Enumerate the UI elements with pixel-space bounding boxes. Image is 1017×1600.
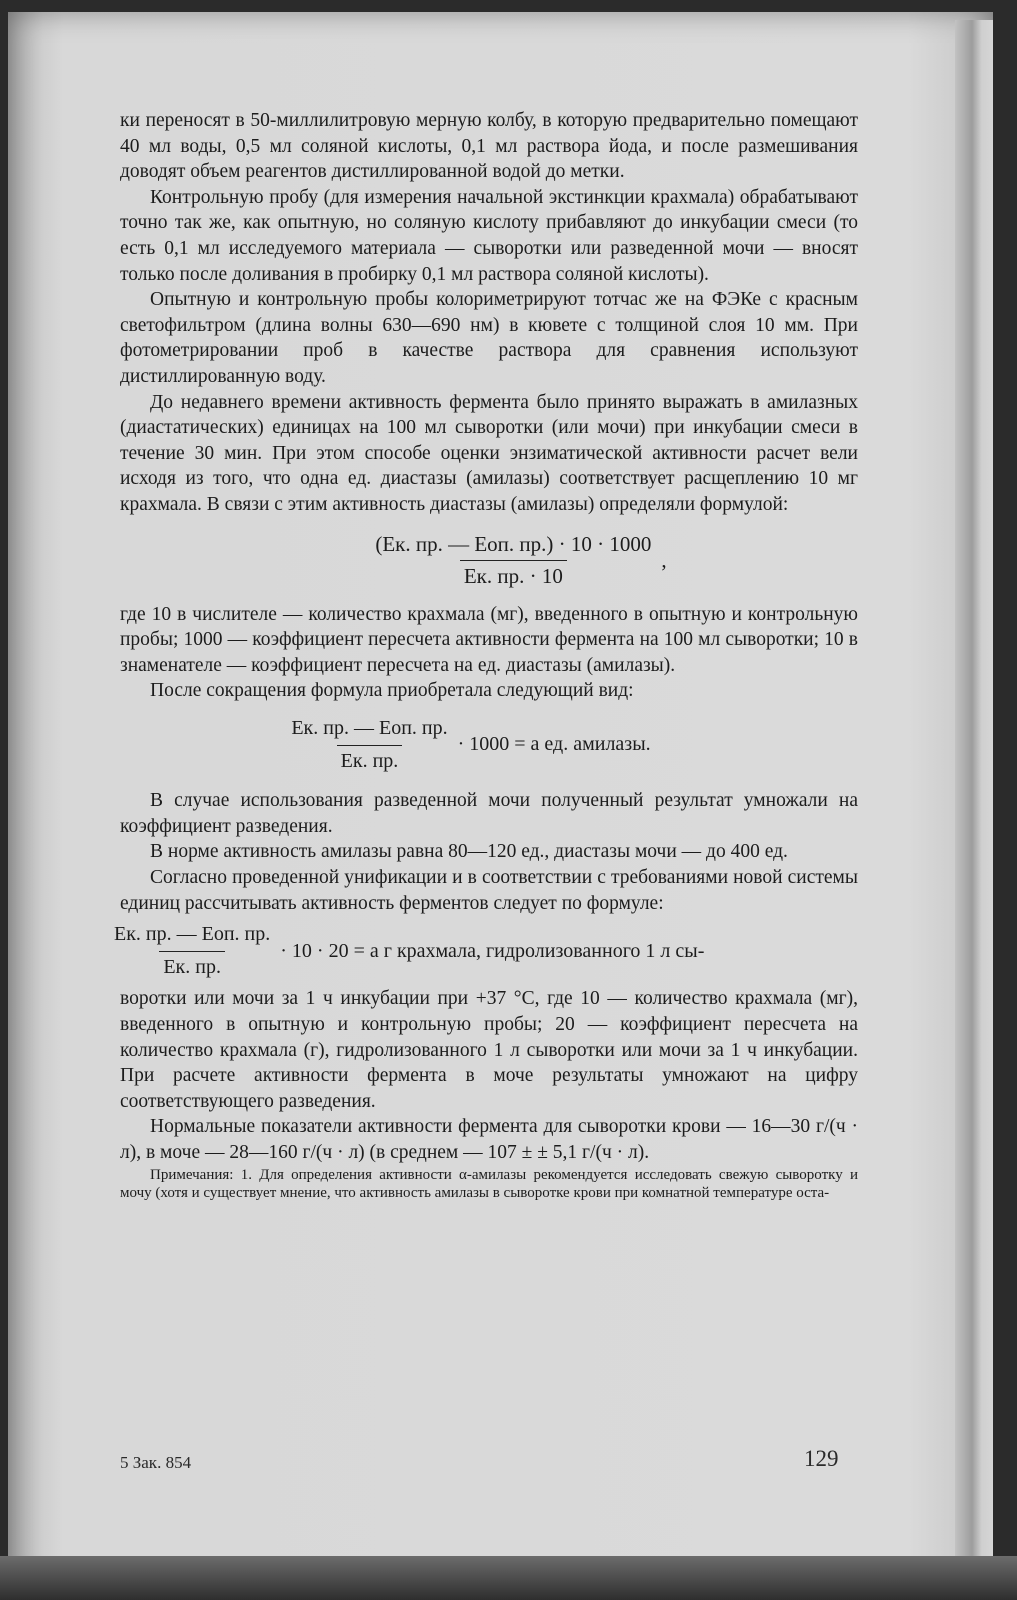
formula-si-fraction: [110, 922, 274, 980]
formula-reduced-trailing: · 1000 = а ед. амилазы.: [457, 733, 651, 756]
formula-si-denominator: Ек. пр.: [159, 951, 225, 981]
paragraph-dilution: В случае использования разведенной мочи полученный результат умножали на коэффициент разведения.: [120, 790, 858, 837]
paragraph-amylase-units: До недавнего времени активность фермента было принято выражать в амилазных (диастатических) единицах на 100 мл сыворотки (или мочи) при инкубации смеси в течение 30 мин. При этом способе оценки энзиматической активности расчет вели исходя из того, что одна ед. диастазы (амилазы) соответствует расщеплению 10 мг крахмала. В связи с этим активность диастазы (амилазы) определяли формулой:: [120, 391, 858, 515]
paragraph-colorimetry: Опытную и контрольную пробы колориметрируют тотчас же на ФЭКе с красным светофильтром (длина волны 630—690 нм) в кювете с толщиной слоя 10 мм. При фотометрировании проб в качестве раствора для сравнения используют дистиллированную воду.: [120, 289, 858, 387]
formula-diastase-fraction: [371, 532, 655, 590]
formula-diastase-denominator: Ек. пр. · 10: [460, 560, 567, 590]
formula-diastase-numerator: (Ек. пр. — Еоп. пр.) · 10 · 1000: [375, 531, 652, 556]
formula-si-numerator: Ек. пр. — Еоп. пр.: [114, 923, 271, 946]
paragraph-si-explanation: воротки или мочи за 1 ч инкубации при +37 °С, где 10 — количество крахмала (мг), введенного в опытную и контрольную пробы; 20 — коэффициент пересчета на количество крахмала (г), гидролизованного 1 л сыворотки или мочи за 1 ч инкубации. При расчете активности фермента в моче результаты умножают на цифру соответствующего разведения.: [120, 988, 858, 1112]
formula-reduced-fraction: [287, 716, 451, 774]
paragraph-continued: ки переносят в 50-миллилитровую мерную колбу, в которую предварительно помещают 40 мл воды, 0,5 мл соляной кислоты, 0,1 мл раствора йода, и после размешивания доводят объем реагентов дистиллированной водой до метки.: [120, 110, 858, 183]
formula-si-trailing: · 10 · 20 = а г крахмала, гидролизованного 1 л сы-: [280, 939, 705, 962]
formula-reduced-denominator: Ек. пр.: [337, 745, 403, 775]
formula-diastase-trailing: ,: [661, 547, 667, 572]
paragraph-reduced-formula-intro: После сокращения формула приобретала следующий вид:: [150, 680, 634, 702]
formula-si-units: [110, 922, 858, 980]
formula-reduced-numerator: Ек. пр. — Еоп. пр.: [291, 717, 448, 740]
scan-shadow: [0, 1556, 1017, 1600]
paragraph-control-sample: Контрольную пробу (для измерения начальной экстинкции крахмала) обрабатывают точно так же, как опытную, но соляную кислоту прибавляют до инкубации смеси (то есть 0,1 мл исследуемого материала — сыворотки или разведенной мочи — вносят только после доливания в пробирку 0,1 мл раствора соляной кислоты).: [120, 186, 858, 285]
formula-diastase: [180, 532, 858, 590]
paragraph-unification: Согласно проведенной унификации и в соответствии с требованиями новой системы единиц рассчитывать активность ферментов следует по формуле:: [120, 867, 858, 914]
paragraph-notes: Примечания: 1. Для определения активности α-амилазы рекомендуется исследовать свежую сыворотку и мочу (хотя и существует мнение, что активность амилазы в сыворотке крови при комнатной температуре оста-: [120, 1166, 858, 1202]
paragraph-formula-explanation: где 10 в числителе — количество крахмала (мг), введенного в опытную и контрольную пробы; 1000 — коэффициент пересчета активности фермента на 100 мл сыворотки; 10 в знаменателе — коэффициент пересчета на ед. диастазы (амилазы).: [120, 603, 858, 676]
printer-signature: 5 Зак. 854: [120, 1453, 192, 1472]
page-number: 129: [804, 1446, 839, 1471]
paragraph-norm: В норме активность амилазы равна 80—120 ед., диастазы мочи — до 400 ед.: [150, 841, 788, 863]
page-content: [114, 108, 858, 1203]
paragraph-normal-values: Нормальные показатели активности фермента для сыворотки крови — 16—30 г/(ч · л), в моче — 28—160 г/(ч · л) (в среднем — 107 ± ± 5,1 г/(ч · л).: [120, 1116, 858, 1163]
page-fold: [955, 20, 993, 1590]
formula-reduced: [80, 716, 858, 774]
